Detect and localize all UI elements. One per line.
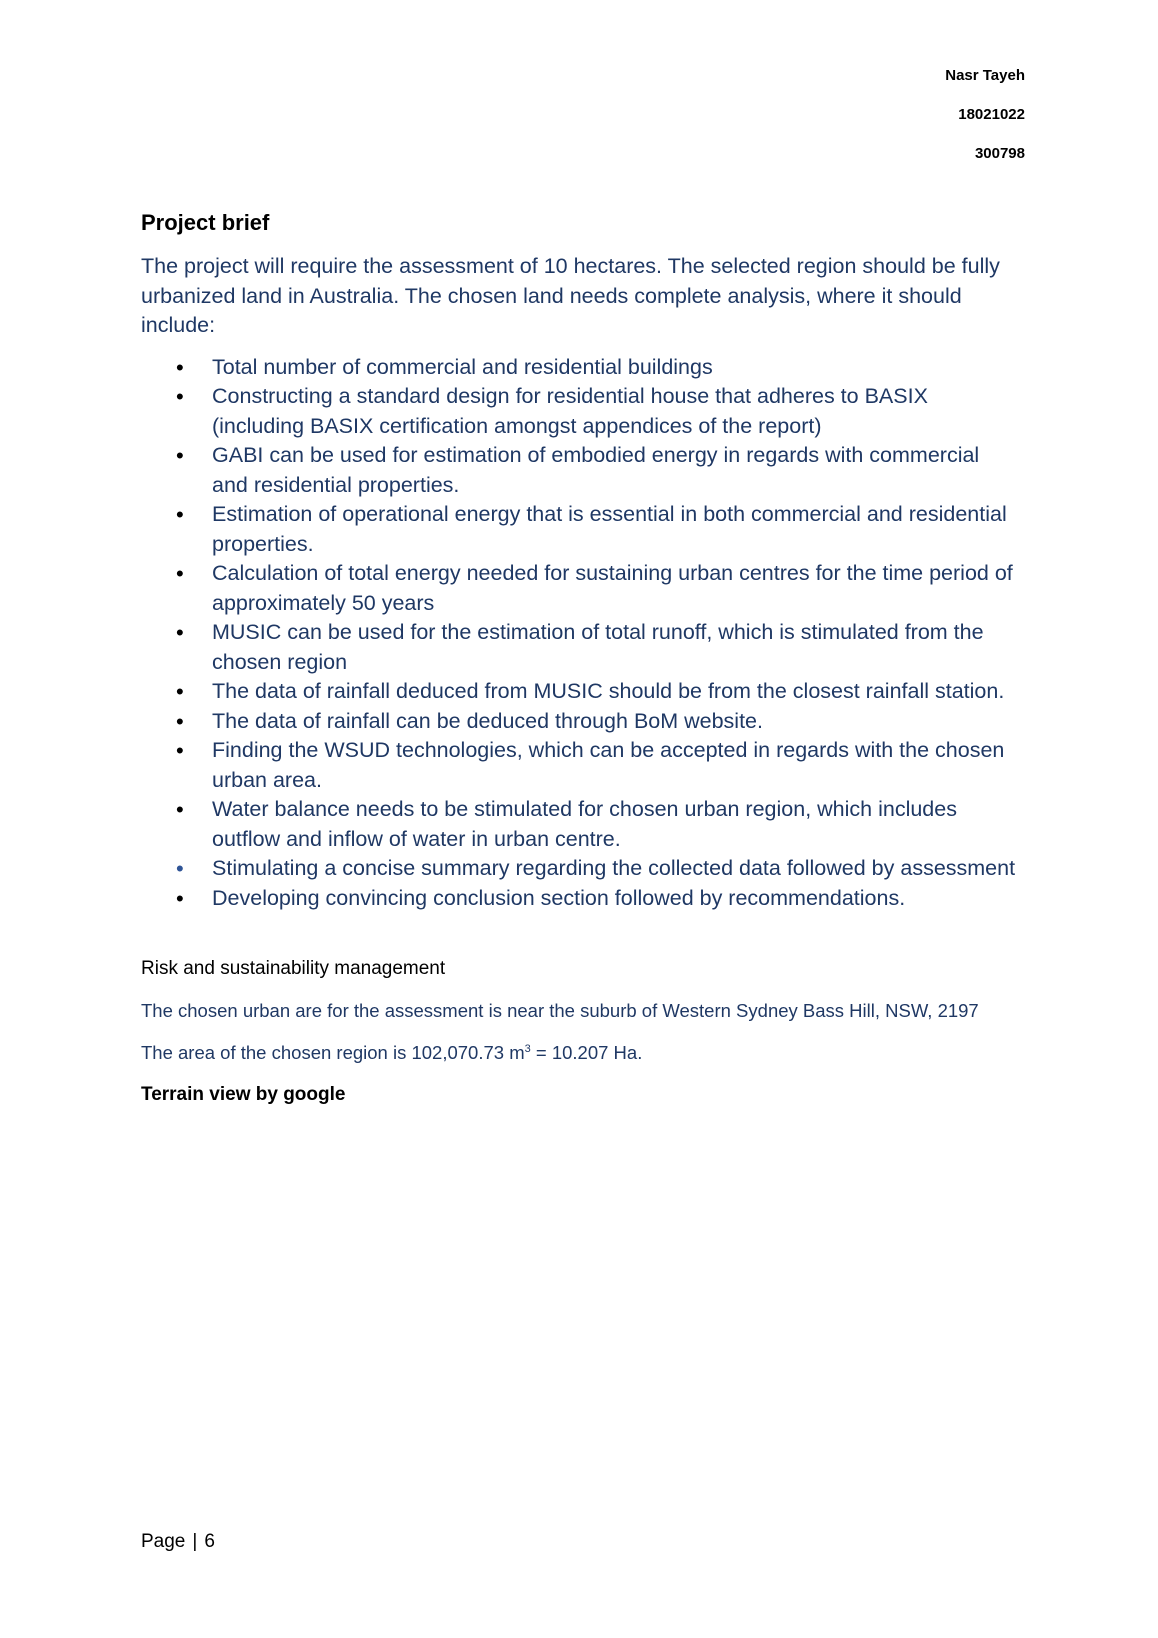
page-separator: |: [192, 1531, 198, 1552]
requirements-list: [141, 353, 1021, 914]
bullet-icon: •: [176, 502, 184, 527]
area-superscript: 3: [524, 1042, 531, 1055]
list-item-text: The data of rainfall deduced from MUSIC should be from the closest rainfall station.: [212, 679, 1005, 703]
bullet-icon: •: [176, 856, 184, 881]
bullet-icon: •: [176, 443, 184, 468]
page-label: Page: [141, 1531, 186, 1552]
list-item: [141, 353, 1021, 383]
project-brief-intro: The project will require the assessment of 10 hectares. The selected region should be fully urbanized land in Australia. The chosen land needs complete analysis, where it should include:: [141, 254, 1000, 337]
list-item: [141, 559, 1021, 618]
page-footer: [141, 1530, 215, 1554]
list-item-text: Water balance needs to be stimulated for chosen urban region, which includes outflow and inflow of water in urban centre.: [212, 797, 957, 851]
area-text-after: = 10.207 Ha.: [530, 1042, 643, 1063]
terrain-view-heading: Terrain view by google: [141, 1084, 346, 1105]
bullet-icon: •: [176, 620, 184, 645]
bullet-icon: •: [176, 354, 184, 380]
list-item-text: Finding the WSUD technologies, which can be accepted in regards with the chosen urban area.: [212, 738, 1005, 792]
bullet-icon: •: [176, 384, 184, 409]
list-item-text: GABI can be used for estimation of embodied energy in regards with commercial and residential properties.: [212, 443, 980, 497]
list-item: [141, 677, 1021, 707]
list-item: [141, 707, 1021, 737]
list-item-text: Developing convincing conclusion section followed by recommendations.: [212, 885, 906, 910]
area-text: [141, 1041, 1021, 1065]
list-item: [141, 382, 1021, 441]
bullet-icon: •: [176, 885, 184, 911]
list-item-text: Constructing a standard design for residential house that adheres to BASIX (including BASIX certification amongst appendices of the report): [212, 384, 928, 438]
list-item: [141, 854, 1021, 884]
risk-section-heading: Risk and sustainability management: [141, 958, 446, 979]
list-item-text: Stimulating a concise summary regarding the collected data followed by assessment: [212, 856, 1016, 880]
project-brief-heading: Project brief: [141, 210, 270, 235]
bullet-icon: •: [176, 708, 184, 734]
bullet-icon: •: [176, 797, 184, 822]
list-item-text: Total number of commercial and residential buildings: [212, 354, 713, 379]
unit-code: 300798: [974, 145, 1025, 162]
list-item: [141, 500, 1021, 559]
list-item: [141, 736, 1021, 795]
bullet-icon: •: [176, 738, 184, 763]
location-text: The chosen urban are for the assessment is near the suburb of Western Sydney Bass Hill, NSW, 2197: [141, 1000, 979, 1021]
student-id: 18021022: [958, 106, 1025, 123]
list-item-text: Calculation of total energy needed for sustaining urban centres for the time period of approximately 50 years: [212, 561, 1013, 615]
list-item: [141, 884, 1021, 914]
list-item: [141, 795, 1021, 854]
list-item: [141, 441, 1021, 500]
list-item-text: The data of rainfall can be deduced through BoM website.: [212, 708, 763, 733]
author-name: Nasr Tayeh: [945, 67, 1025, 84]
list-item-text: Estimation of operational energy that is essential in both commercial and residential properties.: [212, 502, 1007, 556]
page-number: 6: [204, 1531, 215, 1552]
author-header: [945, 66, 1025, 183]
area-text-before: The area of the chosen region is 102,070.73 m: [141, 1042, 525, 1063]
bullet-icon: •: [176, 561, 184, 586]
page-content: [141, 210, 1021, 1107]
list-item: [141, 618, 1021, 677]
bullet-icon: •: [176, 679, 184, 704]
list-item-text: MUSIC can be used for the estimation of total runoff, which is stimulated from the chosen region: [212, 620, 984, 674]
